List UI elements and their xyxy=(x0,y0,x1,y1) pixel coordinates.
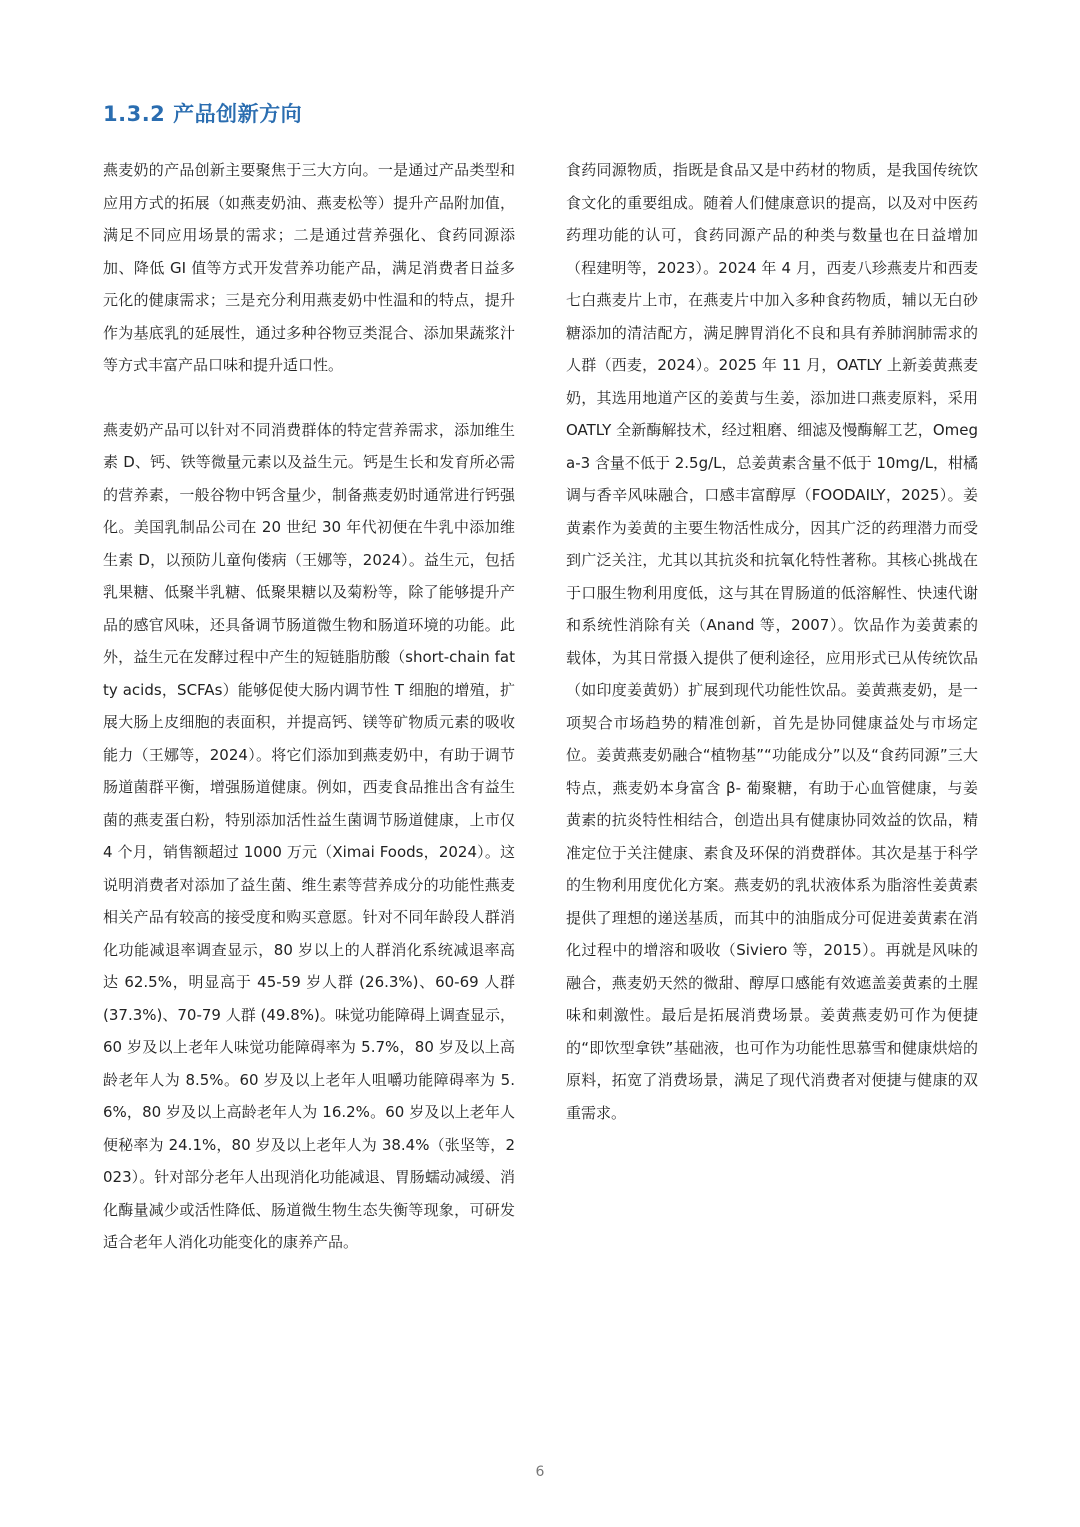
paragraph-product-directions: 燕麦奶的产品创新主要聚焦于三大方向。一是通过产品类型和应用方式的拓展（如燕麦奶油、燕麦松等）提升产品附加值，满足不同应用场景的需求；二是通过营养强化、食药同源添加、降低 GI 值等方式开发营养功能产品，满足消费者日益多元化的健康需求；三是充分利用燕麦奶中性温和的特点，提升作为基底乳的延展性，通过多种谷物豆类混合、添加果蔬浆汁等方式丰富产品口味和提升适口性。 xyxy=(103,161,515,374)
right-column xyxy=(566,154,978,1129)
paragraph-nutrition-fortification: 燕麦奶产品可以针对不同消费群体的特定营养需求，添加维生素 D、钙、铁等微量元素以及益生元。钙是生长和发育所必需的营养素，一般谷物中钙含量少，制备燕麦奶时通常进行钙强化。美国乳制品公司在 20 世纪 30 年代初便在牛乳中添加维生素 D，以预防儿童佝偻病（王娜等，2024）。益生元，包括乳果糖、低聚半乳糖、低聚果糖以及菊粉等，除了能够提升产品的感官风味，还具备调节肠道微生物和肠道环境的功能。此外，益生元在发酵过程中产生的短链脂肪酸（short-chain fatty acids，SCFAs）能够促使大肠内调节性 T 细胞的增殖，扩展大肠上皮细胞的表面积，并提高钙、镁等矿物质元素的吸收能力（王娜等，2024）。将它们添加到燕麦奶中，有助于调节肠道菌群平衡，增强肠道健康。例如，西麦食品推出含有益生菌的燕麦蛋白粉，特别添加活性益生菌调节肠道健康，上市仅 4 个月，销售额超过 1000 万元（Ximai Foods，2024）。这说明消费者对添加了益生菌、维生素等营养成分的功能性燕麦相关产品有较高的接受度和购买意愿。针对不同年龄段人群消化功能减退率调查显示，80 岁以上的人群消化系统减退率高达 62.5%，明显高于 45-59 岁人群 (26.3%)、60-69 人群 (37.3%)、70-79 人群 (49.8%)。味觉功能障碍上调查显示，60 岁及以上老年人味觉功能障碍率为 5.7%，80 岁及以上高龄老年人为 8.5%。60 岁及以上老年人咀嚼功能障碍率为 5.6%，80 岁及以上高龄老年人为 16.2%。60 岁及以上老年人便秘率为 24.1%，80 岁及以上老年人为 38.4%（张坚等，2023）。针对部分老年人出现消化功能减退、胃肠蠕动减缓、消化酶量减少或活性降低、肠道微生物生态失衡等现象，可研发适合老年人消化功能变化的康养产品。 xyxy=(103,420,515,1251)
paragraph-food-medicine-homology: 食药同源物质，指既是食品又是中药材的物质，是我国传统饮食文化的重要组成。随着人们健康意识的提高，以及对中医药药理功能的认可，食药同源产品的种类与数量也在日益增加（程建明等，2023）。2024 年 4 月，西麦八珍燕麦片和西麦七白燕麦片上市，在燕麦片中加入多种食药物质，辅以无白砂糖添加的清洁配方，满足脾胃消化不良和具有养肺润肺需求的人群（西麦，2024）。2025 年 11 月，OATLY 上新姜黄燕麦奶，其选用地道产区的姜黄与生姜，添加进口燕麦原料，采用 OATLY 全新酶解技术，经过粗磨、细滤及慢酶解工艺，Omega-3 含量不低于 2.5g/L，总姜黄素含量不低于 10mg/L，柑橘调与香辛风味融合，口感丰富醇厚（FOODAILY，2025）。姜黄素作为姜黄的主要生物活性成分，因其广泛的药理潜力而受到广泛关注，尤其以其抗炎和抗氧化特性著称。其核心挑战在于口服生物利用度低，这与其在胃肠道的低溶解性、快速代谢和系统性消除有关（Anand 等，2007）。饮品作为姜黄素的载体，为其日常摄入提供了便利途径，应用形式已从传统饮品（如印度姜黄奶）扩展到现代功能性饮品。姜黄燕麦奶，是一项契合市场趋势的精准创新，首先是协同健康益处与市场定位。姜黄燕麦奶融合“植物基”“功能成分”以及“食药同源”三大特点，燕麦奶本身富含 β- 葡聚糖，有助于心血管健康，与姜黄素的抗炎特性相结合，创造出具有健康协同效益的饮品，精准定位于关注健康、素食及环保的消费群体。其次是基于科学的生物利用度优化方案。燕麦奶的乳状液体系为脂溶性姜黄素提供了理想的递送基质，而其中的油脂成分可促进姜黄素在消化过程中的增溶和吸收（Siviero 等，2015）。再就是风味的融合，燕麦奶天然的微甜、醇厚口感能有效遮盖姜黄素的土腥味和刺激性。最后是拓展消费场景。姜黄燕麦奶可作为便捷的“即饮型拿铁”基础液，也可作为功能性思慕雪和健康烘焙的原料，拓宽了消费场景，满足了现代消费者对便捷与健康的双重需求。 xyxy=(566,161,978,1122)
left-column xyxy=(103,154,515,1259)
page-number: 6 xyxy=(535,1464,545,1480)
section-title: 1.3.2 产品创新方向 xyxy=(103,102,303,126)
